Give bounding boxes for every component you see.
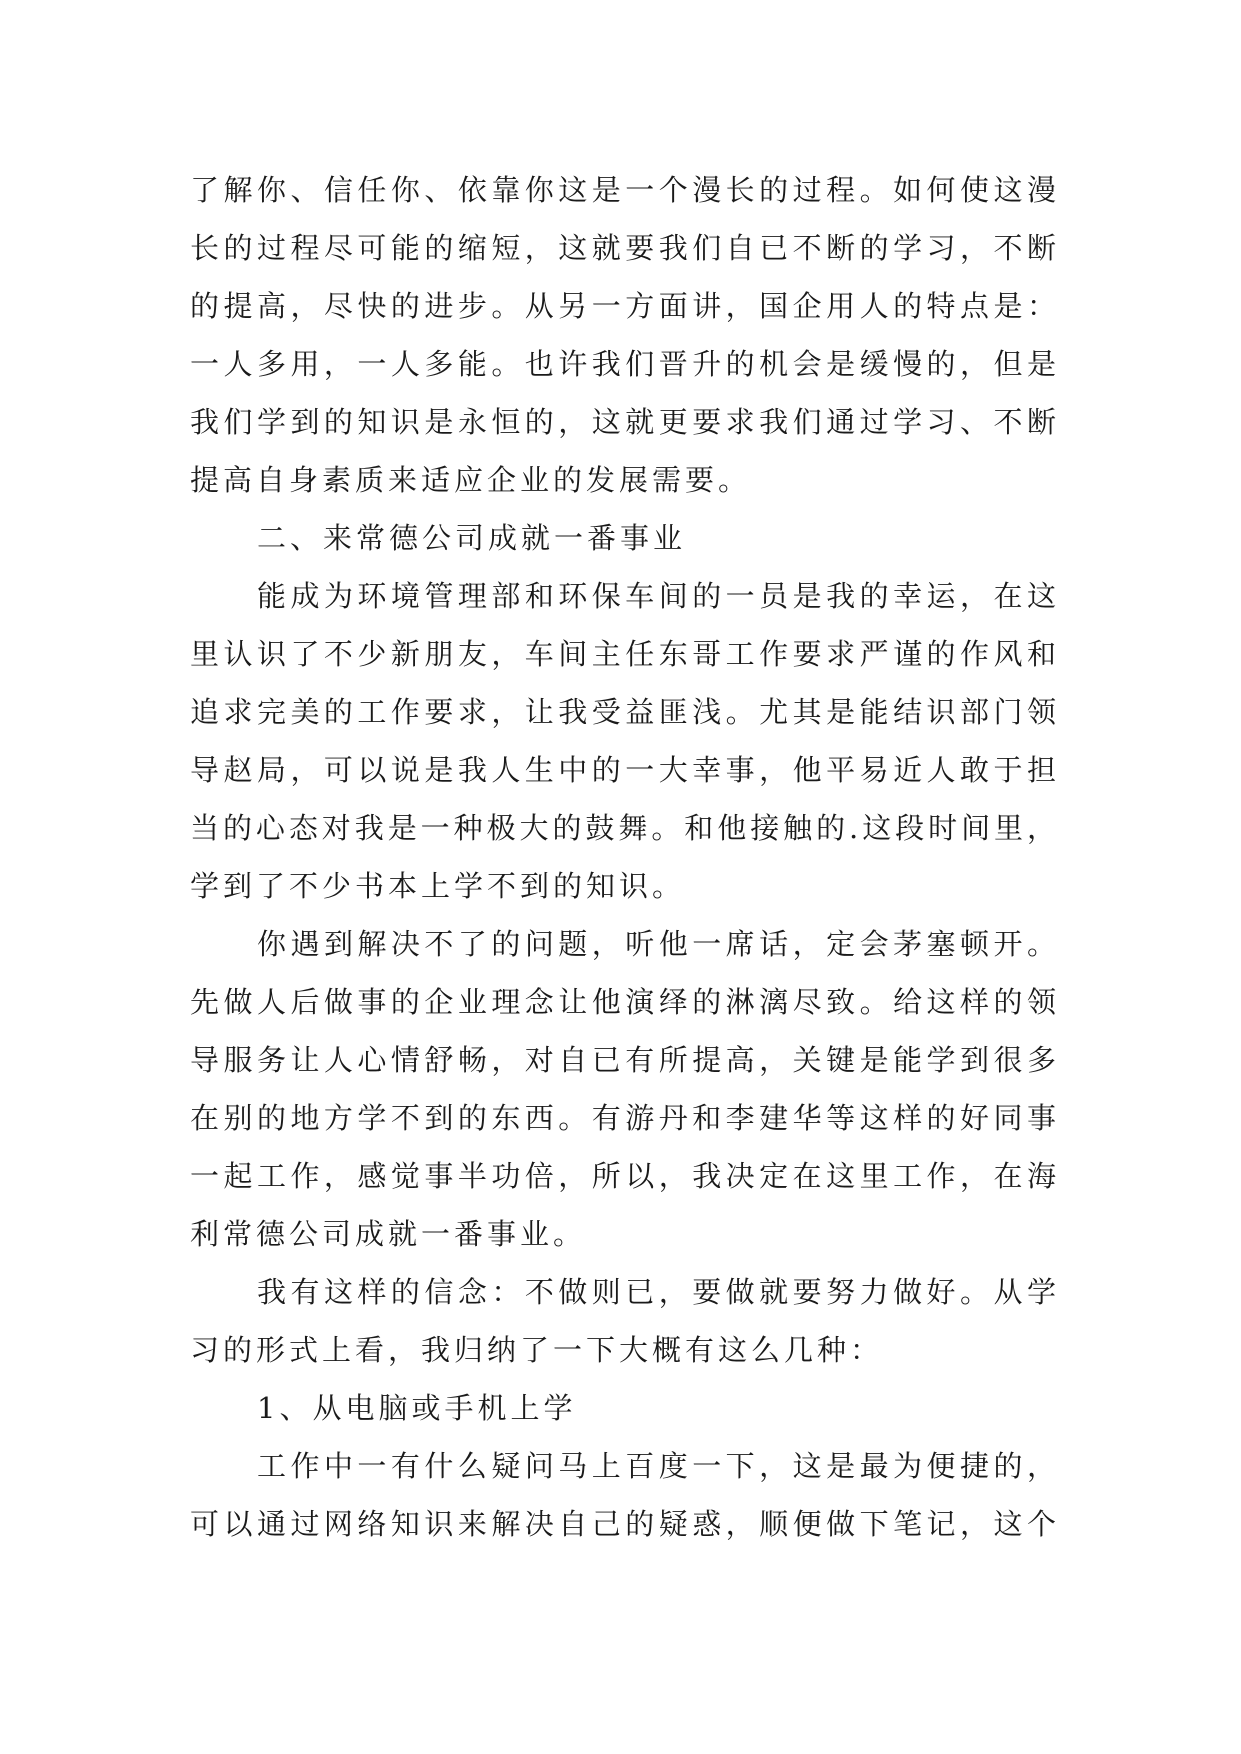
text-line: 长的过程尽可能的缩短，这就要我们自已不断的学习，不断 bbox=[190, 231, 1056, 265]
text-line: 了解你、信任你、依靠你这是一个漫长的过程。如何使这漫 bbox=[190, 173, 1056, 207]
text-line: 在别的地方学不到的东西。有游丹和李建华等这样的好同事 bbox=[190, 1101, 1056, 1135]
text-line: 工作中一有什么疑问马上百度一下，这是最为便捷的， bbox=[257, 1449, 1056, 1483]
text-line: 学到了不少书本上学不到的知识。 bbox=[190, 869, 686, 903]
text-line: 先做人后做事的企业理念让他演绎的淋漓尽致。给这样的领 bbox=[190, 985, 1056, 1019]
text-line: 我们学到的知识是永恒的，这就更要求我们通过学习、不断 bbox=[190, 405, 1056, 439]
text-line: 提高自身素质来适应企业的发展需要。 bbox=[190, 463, 752, 497]
text-line: 当的心态对我是一种极大的鼓舞。和他接触的.这段时间里， bbox=[190, 811, 1056, 845]
text-line: 导赵局，可以说是我人生中的一大幸事，他平易近人敢于担 bbox=[190, 753, 1056, 787]
text-line: 利常德公司成就一番事业。 bbox=[190, 1217, 587, 1251]
text-line: 的提高，尽快的进步。从另一方面讲，国企用人的特点是： bbox=[190, 289, 1056, 323]
list-item-heading: 1、从电脑或手机上学 bbox=[257, 1391, 577, 1425]
text-line: 我有这样的信念：不做则已，要做就要努力做好。从学 bbox=[257, 1275, 1056, 1309]
text-line: 习的形式上看，我归纳了一下大概有这么几种： bbox=[190, 1333, 884, 1367]
text-line: 能成为环境管理部和环保车间的一员是我的幸运，在这 bbox=[257, 579, 1056, 613]
text-line: 导服务让人心情舒畅，对自已有所提高，关键是能学到很多 bbox=[190, 1043, 1056, 1077]
text-line: 一起工作，感觉事半功倍，所以，我决定在这里工作，在海 bbox=[190, 1159, 1056, 1193]
text-line: 里认识了不少新朋友，车间主任东哥工作要求严谨的作风和 bbox=[190, 637, 1056, 671]
text-line: 可以通过网络知识来解决自己的疑惑，顺便做下笔记，这个 bbox=[190, 1507, 1056, 1541]
section-heading: 二、来常德公司成就一番事业 bbox=[257, 521, 687, 555]
text-line: 一人多用，一人多能。也许我们晋升的机会是缓慢的，但是 bbox=[190, 347, 1056, 381]
text-line: 追求完美的工作要求，让我受益匪浅。尤其是能结识部门领 bbox=[190, 695, 1056, 729]
text-line: 你遇到解决不了的问题，听他一席话，定会茅塞顿开。 bbox=[257, 927, 1056, 961]
